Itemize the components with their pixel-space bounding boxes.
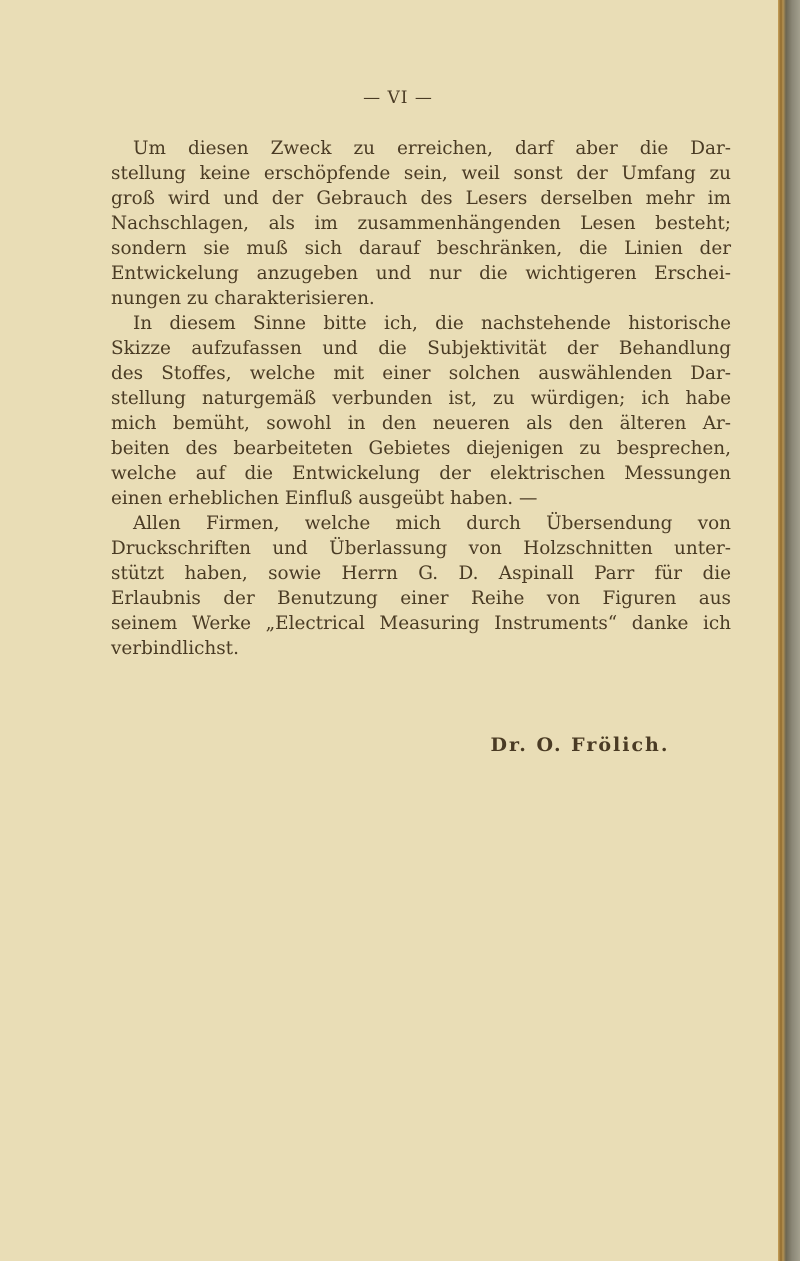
- text-line: groß wird und der Gebrauch des Lesers derselben mehr im: [111, 188, 731, 209]
- text-line: Entwickelung anzugeben und nur die wichtigeren Erschei-: [111, 263, 731, 284]
- text-line: mich bemüht, sowohl in den neueren als den älteren Ar-: [111, 413, 731, 434]
- text-line: Erlaubnis der Benutzung einer Reihe von Figuren aus: [111, 588, 731, 609]
- text-line: stellung keine erschöpfende sein, weil sonst der Umfang zu: [111, 163, 731, 184]
- text-line: stellung naturgemäß verbunden ist, zu würdigen; ich habe: [111, 388, 731, 409]
- text-line: verbindlichst.: [111, 638, 239, 659]
- text-line: stützt haben, sowie Herrn G. D. Aspinall Parr für die: [111, 563, 731, 584]
- text-line: welche auf die Entwickelung der elektrischen Messungen: [111, 463, 731, 484]
- signature: Dr. O. Frölich.: [490, 734, 670, 756]
- body-text: [111, 136, 731, 661]
- text-line: Nachschlagen, als im zusammenhängenden Lesen besteht;: [111, 213, 731, 234]
- text-line: Druckschriften und Überlassung von Holzschnitten unter-: [111, 538, 731, 559]
- text-line: einen erheblichen Einfluß ausgeübt haben. —: [111, 488, 538, 509]
- page-binding-edge: [778, 0, 800, 1261]
- text-line: nungen zu charakterisieren.: [111, 288, 375, 309]
- text-line: des Stoffes, welche mit einer solchen auswählenden Dar-: [111, 363, 731, 384]
- text-line: Um diesen Zweck zu erreichen, darf aber die Dar-: [133, 138, 731, 159]
- text-line: sondern sie muß sich darauf beschränken, die Linien der: [111, 238, 731, 259]
- text-line: beiten des bearbeiteten Gebietes diejenigen zu besprechen,: [111, 438, 731, 459]
- text-line: Skizze aufzufassen und die Subjektivität der Behandlung: [111, 338, 731, 359]
- text-line: seinem Werke „Electrical Measuring Instruments“ danke ich: [111, 613, 731, 634]
- text-line: Allen Firmen, welche mich durch Übersendung von: [133, 513, 731, 534]
- page-number-header: — VI —: [363, 88, 433, 108]
- text-line: In diesem Sinne bitte ich, die nachstehende historische: [133, 313, 731, 334]
